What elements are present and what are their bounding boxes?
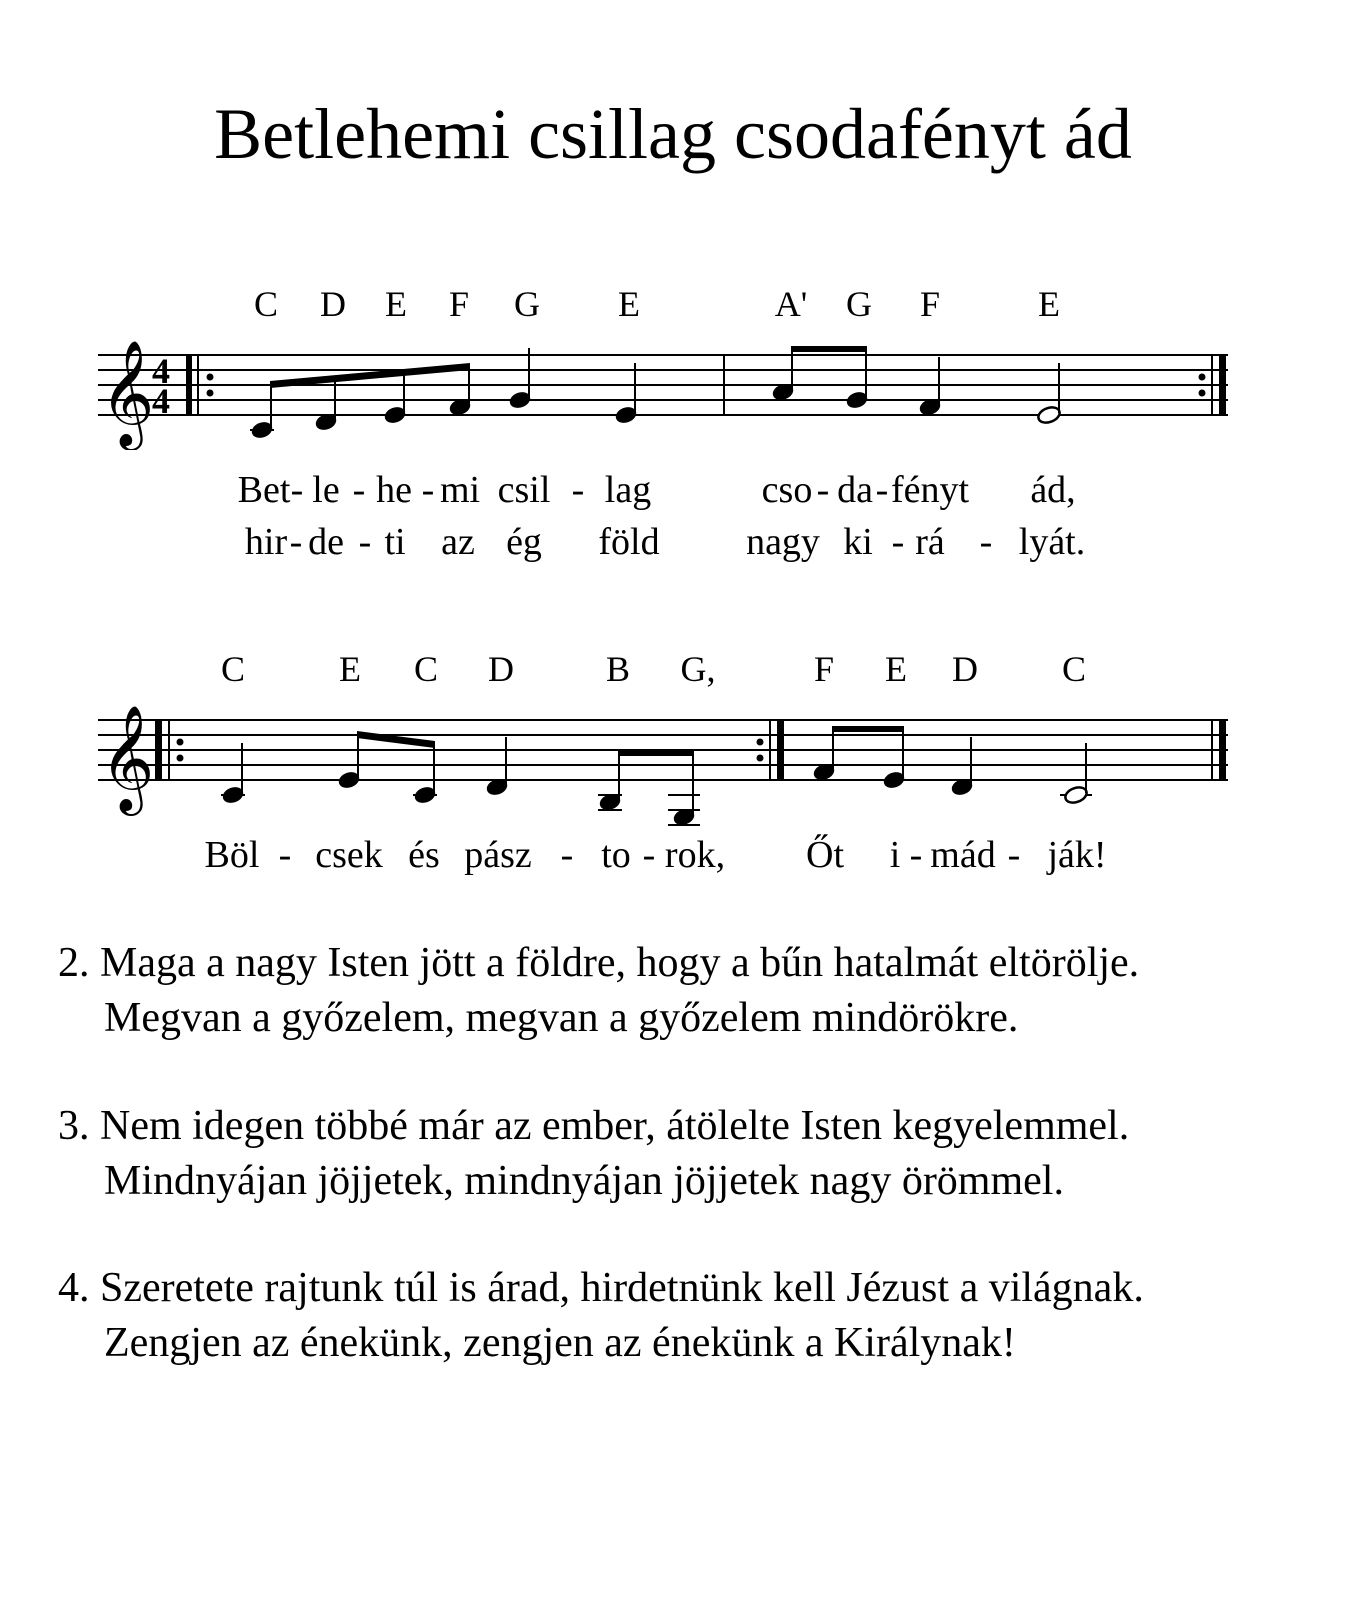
lyric-syllable: he (376, 469, 412, 511)
svg-text:4: 4 (152, 351, 170, 391)
lyric-syllable: hir (244, 521, 288, 563)
chord-symbol: B (605, 649, 631, 689)
note-group-measure-1 (250, 348, 638, 440)
chord-symbol: F (813, 649, 835, 689)
page-title: Betlehemi csillag csodafényt ád (214, 94, 1132, 174)
music-staff-2 (0, 685, 1346, 835)
lyric-syllable: mi (439, 469, 481, 511)
verse-3 (58, 1099, 1328, 1209)
lyric-syllable: és (408, 834, 440, 876)
lyric-syllable: az (441, 521, 475, 563)
lyric-hyphen: - (289, 521, 303, 563)
lyric-hyphen: - (352, 469, 366, 511)
lyric-hyphen: - (358, 521, 372, 563)
chord-symbol: F (919, 284, 941, 324)
svg-text:𝄞: 𝄞 (100, 704, 155, 811)
lyric-syllable: fényt (890, 469, 970, 511)
time-signature (152, 351, 170, 421)
chord-symbol: E (339, 649, 361, 689)
lyric-syllable: Böl (204, 834, 260, 876)
lyric-hyphen: - (979, 521, 993, 563)
verse-line: Zengjen az énekünk, zengjen az énekünk a Királynak! (104, 1320, 1016, 1366)
chord-symbol: C (413, 649, 439, 689)
lyric-hyphen: - (909, 834, 923, 876)
chord-symbol: G, (680, 649, 716, 689)
verse-line: Megvan a győzelem, megvan a győzelem mindörökre. (104, 995, 1019, 1041)
lyric-syllable: ki (843, 521, 873, 563)
lyric-hyphen: - (891, 521, 905, 563)
lyric-syllable: lyát. (1018, 521, 1086, 563)
lyric-syllable: de (308, 521, 344, 563)
lyric-syllable: i (889, 834, 901, 876)
lyric-syllable: ég (506, 521, 542, 563)
treble-clef-icon (100, 704, 154, 816)
chord-symbol: G (846, 284, 872, 324)
chord-symbol: D (488, 649, 514, 689)
lyric-syllable: ják! (1047, 834, 1107, 876)
lyric-hyphen: - (560, 834, 574, 876)
verse-line: 3. Nem idegen többé már az ember, átölelte Isten kegyelemmel. (58, 1103, 1130, 1149)
music-staff-1 (0, 320, 1346, 450)
verse-line: 4. Szeretete rajtunk túl is árad, hirdetnünk kell Jézust a világnak. (58, 1265, 1144, 1311)
lyric-hyphen: - (571, 469, 585, 511)
lyric-syllable: da (837, 469, 873, 511)
lyric-syllable: csil (497, 469, 551, 511)
lyric-hyphen: - (816, 469, 830, 511)
lyric-syllable: nagy (746, 521, 820, 563)
chord-symbol: E (1038, 284, 1060, 324)
lyric-hyphen: - (290, 469, 304, 511)
chord-symbol: E (885, 649, 907, 689)
note-group-measure-3 (221, 731, 700, 827)
chord-symbol: C (253, 284, 279, 324)
lyric-hyphen: - (278, 834, 292, 876)
lyric-hyphen: - (642, 834, 656, 876)
lyric-syllable: cso (761, 469, 813, 511)
lyric-syllable: föld (598, 521, 660, 563)
verse-line: 2. Maga a nagy Isten jött a földre, hogy a bűn hatalmát eltörölje. (58, 940, 1140, 986)
lyric-syllable: pász (464, 834, 532, 876)
lyric-syllable: Őt (806, 834, 844, 876)
chord-symbol: D (320, 284, 346, 324)
lyric-hyphen: - (875, 469, 889, 511)
lyric-syllable: to (601, 834, 631, 876)
lyric-syllable: ti (384, 521, 406, 563)
verse-4 (58, 1261, 1328, 1371)
verse-2 (58, 936, 1328, 1046)
lyric-syllable: csek (315, 834, 383, 876)
chord-symbol: C (1061, 649, 1087, 689)
lyric-syllable: rá (915, 521, 945, 563)
lyric-syllable: mád (930, 834, 996, 876)
chord-symbol: A' (774, 284, 808, 324)
chord-symbol: F (448, 284, 470, 324)
svg-text:𝄞: 𝄞 (100, 339, 155, 446)
lyric-syllable: ád, (1030, 469, 1076, 511)
svg-text:4: 4 (152, 381, 170, 421)
lyric-syllable: Bet (237, 469, 291, 511)
treble-clef-icon (100, 339, 154, 450)
chord-symbol: D (952, 649, 978, 689)
lyric-hyphen: - (1007, 834, 1021, 876)
chord-symbol: C (220, 649, 246, 689)
lyric-syllable: lag (604, 469, 652, 511)
chord-symbol: G (514, 284, 540, 324)
lyric-hyphen: - (421, 469, 435, 511)
lyric-syllable: le (312, 469, 340, 511)
chord-symbol: E (618, 284, 640, 324)
chord-symbol: E (385, 284, 407, 324)
verse-line: Mindnyájan jöjjetek, mindnyájan jöjjetek nagy örömmel. (104, 1158, 1064, 1204)
lyric-syllable: rok, (664, 834, 726, 876)
